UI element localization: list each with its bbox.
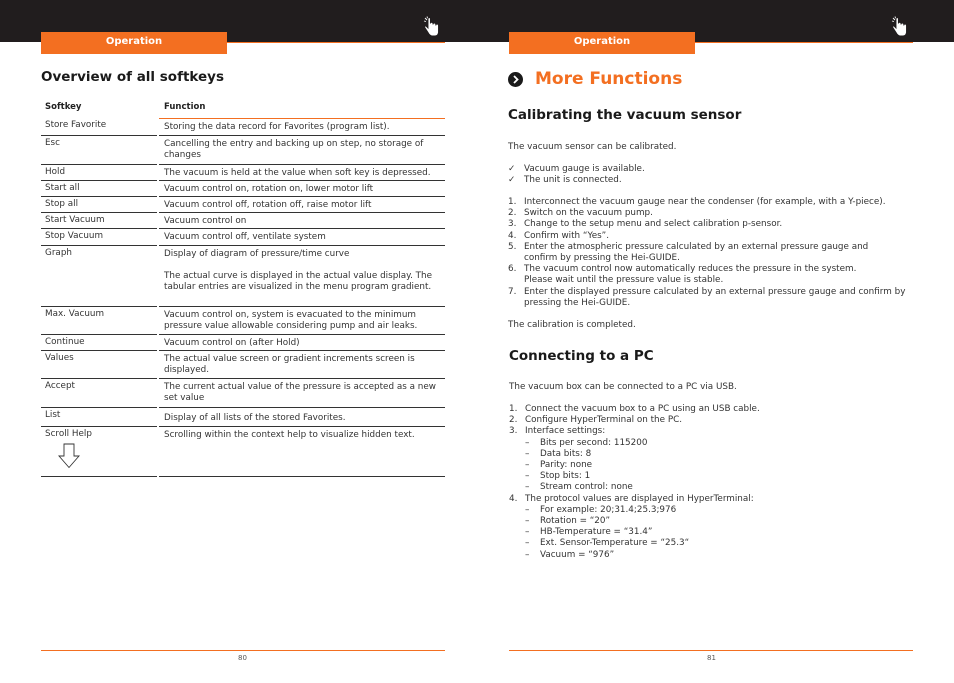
list-item: – Stream control: none (525, 482, 633, 493)
list-item: – Rotation = “20” (525, 516, 611, 527)
table-row (41, 229, 445, 246)
list-item: 4. Confirm with “Yes”. (508, 230, 610, 241)
softkey-name: Scroll Help (45, 429, 92, 439)
calibration-intro: The vacuum sensor can be calibrated. (508, 142, 677, 152)
softkey-name: Hold (45, 167, 66, 177)
table-row (41, 118, 445, 136)
table-row (41, 197, 445, 213)
list-item: 2. Switch on the vacuum pump. (508, 208, 653, 219)
softkey-name: List (45, 410, 61, 420)
softkey-function: Storing the data record for Favorites (program list). (159, 118, 445, 136)
list-item: ✓ The unit is connected. (508, 175, 622, 186)
softkey-name: Accept (45, 381, 75, 391)
list-item: – For example: 20;31.4;25.3;976 (525, 504, 677, 515)
softkey-function: The actual value screen or gradient increments screen is displayed. (164, 354, 415, 375)
softkey-function: Display of diagram of pressure/time curve (164, 249, 350, 259)
table-row (41, 351, 445, 379)
list-item: 2. Configure HyperTerminal on the PC. (509, 415, 683, 426)
list-item: 3. Interface settings: (509, 426, 606, 437)
prerequisite-list (508, 164, 908, 186)
page-title: Overview of all softkeys (41, 69, 225, 85)
softkey-table (41, 100, 445, 477)
softkey-name: Graph (45, 248, 72, 258)
pc-intro: The vacuum box can be connected to a PC via USB. (509, 382, 737, 392)
list-item: – Bits per second: 115200 (525, 437, 648, 448)
softkey-name: Esc (45, 138, 60, 148)
table-row (41, 213, 445, 229)
list-item: 5. Enter the atmospheric pressure calculated by an external pressure gauge and confirm by pressing the Hei-GUIDE. (508, 241, 869, 264)
table-row (41, 246, 445, 307)
section-heading-calibration: Calibrating the vacuum sensor (508, 107, 742, 123)
table-row (41, 379, 445, 408)
calibration-steps (508, 197, 908, 309)
list-item: – Vacuum = “976” (525, 549, 615, 560)
table-header (41, 100, 445, 118)
softkey-function: Vacuum control on, system is evacuated to the minimum pressure value allowable considering pump and air leaks. (164, 310, 418, 331)
softkey-function: Vacuum control on (164, 216, 247, 226)
softkey-name: Start all (45, 183, 80, 193)
softkey-function-cell (159, 246, 445, 307)
softkey-name: Values (45, 353, 74, 363)
softkey-function: The current actual value of the pressure is accepted as a new set value (164, 382, 436, 403)
column-header-softkey: Softkey (45, 102, 82, 112)
section-tab-left: Operation (41, 32, 227, 54)
table-row (41, 408, 445, 427)
list-item: – Stop bits: 1 (525, 471, 591, 482)
table-row (41, 427, 445, 477)
chevron-right-icon (508, 72, 523, 87)
arrow-down-icon (57, 443, 81, 469)
softkey-name: Stop Vacuum (45, 231, 104, 241)
footer-rule-right (509, 650, 913, 651)
softkey-function: Vacuum control off, rotation off, raise motor lift (164, 200, 372, 210)
table-row (41, 335, 445, 351)
list-item: 6. The vacuum control now automatically reduces the pressure in the system. Please wait until the pressure value is stable. (508, 264, 857, 286)
list-item: – Parity: none (525, 460, 593, 471)
pc-steps (509, 404, 909, 561)
page-title: More Functions (535, 69, 683, 89)
softkey-function: Vacuum control on (after Hold) (164, 338, 300, 348)
list-item: ✓ Vacuum gauge is available. (508, 164, 645, 174)
list-item: 1. Interconnect the vacuum gauge near the condenser (for example, with a Y-piece). (508, 197, 886, 207)
checkmark-icon: ✓ (508, 164, 516, 174)
table-row (41, 307, 445, 335)
list-item: 7. Enter the displayed pressure calculated by an external pressure gauge and confirm by pressing the Hei-GUIDE. (508, 286, 906, 308)
list-item: – Data bits: 8 (525, 448, 592, 459)
checkmark-icon: ✓ (508, 175, 516, 186)
softkey-function: Display of all lists of the stored Favorites. (164, 413, 346, 423)
table-row (41, 136, 445, 165)
softkey-name: Continue (45, 337, 85, 347)
softkey-function: Vacuum control off, ventilate system (164, 232, 326, 242)
softkey-function: Vacuum control on, rotation on, lower motor lift (164, 184, 374, 194)
softkey-function: Cancelling the entry and backing up on step, no storage of changes (164, 139, 424, 160)
softkey-name: Store Favorite (45, 120, 107, 130)
table-row (41, 181, 445, 197)
page-number-right: 81 (707, 654, 716, 662)
column-header-function: Function (164, 102, 206, 112)
softkey-function: The vacuum is held at the value when soft key is depressed. (164, 168, 431, 178)
page-number-left: 80 (238, 654, 247, 662)
hand-pointer-icon (423, 16, 441, 38)
section-tab-right: Operation (509, 32, 695, 54)
list-item: 3. Change to the setup menu and select calibration p-sensor. (508, 219, 783, 230)
list-item: – HB-Temperature = “31.4” (525, 527, 653, 538)
softkey-name: Stop all (45, 199, 79, 209)
softkey-function-note: The actual curve is displayed in the actual value display. The tabular entries are visualized in the menu program gradient. (164, 271, 433, 292)
section-heading-pc: Connecting to a PC (509, 348, 654, 364)
calibration-done: The calibration is completed. (508, 320, 636, 330)
list-item: 1. Connect the vacuum box to a PC using an USB cable. (509, 404, 760, 414)
softkey-name: Start Vacuum (45, 215, 105, 225)
hand-pointer-icon (891, 16, 909, 38)
list-item: 4. The protocol values are displayed in HyperTerminal: (509, 493, 754, 504)
softkey-name: Max. Vacuum (45, 309, 105, 319)
list-item: – Ext. Sensor-Temperature = “25.3“ (525, 538, 690, 549)
footer-rule-left (41, 650, 445, 651)
table-row (41, 165, 445, 181)
softkey-function: Scrolling within the context help to visualize hidden text. (164, 430, 415, 440)
